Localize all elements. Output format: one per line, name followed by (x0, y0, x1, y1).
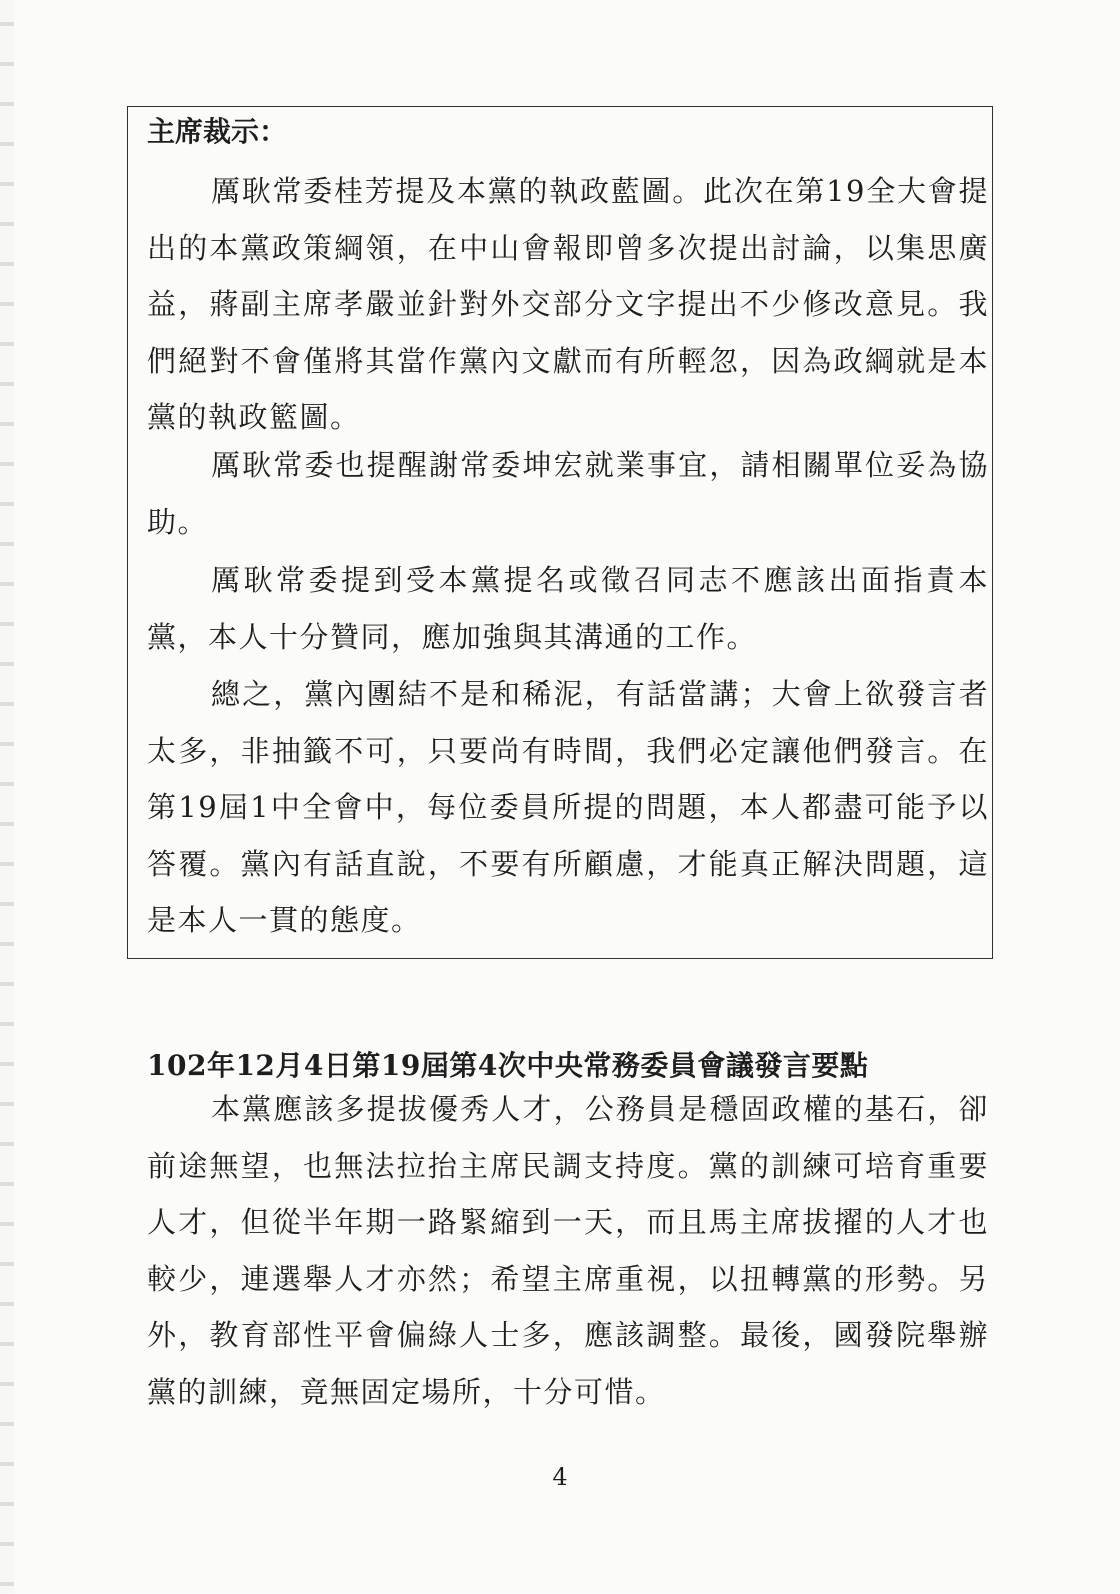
remark-paragraph-3: 厲耿常委提到受本黨提名或徵召同志不應該出面指責本黨，本人十分贊同，應加強與其溝通的工作。 (147, 563, 989, 654)
page-number: 4 (552, 1463, 568, 1491)
section-paragraph: 本黨應該多提拔優秀人才，公務員是穩固政權的基石，卻前途無望，也無法拉抬主席民調支持度。黨的訓練可培育重要人才，但從半年期一路緊縮到一天，而且馬主席拔擢的人才也較少，連選舉人才亦然；希望主席重視，以扭轉黨的形勢。另外，教育部性平會偏綠人士多，應該調整。最後，國發院舉辦黨的訓練，竟無固定場所，十分可惜。 (147, 1092, 989, 1409)
remark-paragraph-1: 厲耿常委桂芳提及本黨的執政藍圖。此次在第19全大會提出的本黨政策綱領，在中山會報即曾多次提出討論，以集思廣益，蔣副主席孝嚴並針對外交部分文字提出不少修改意見。我們絕對不會僅將其當作黨內文獻而有所輕忽，因為政綱就是本黨的執政籃圖。 (147, 174, 989, 434)
remark-paragraph-4: 總之，黨內團結不是和稀泥，有話當講；大會上欲發言者太多，非抽籤不可，只要尚有時間，我們必定讓他們發言。在第19屆1中全會中，每位委員所提的問題，本人都盡可能予以答覆。黨內有話直說，不要有所顧慮，才能真正解決問題，這是本人一貫的態度。 (147, 677, 989, 937)
box-title: 主席裁示： (147, 115, 288, 148)
remark-paragraph-2: 厲耿常委也提醒謝常委坤宏就業事宜，請相關單位妥為協助。 (147, 448, 989, 539)
binding-edge (0, 0, 14, 1594)
section-heading: 102年12月4日第19屆第4次中央常務委員會議發言要點 (147, 1049, 869, 1082)
